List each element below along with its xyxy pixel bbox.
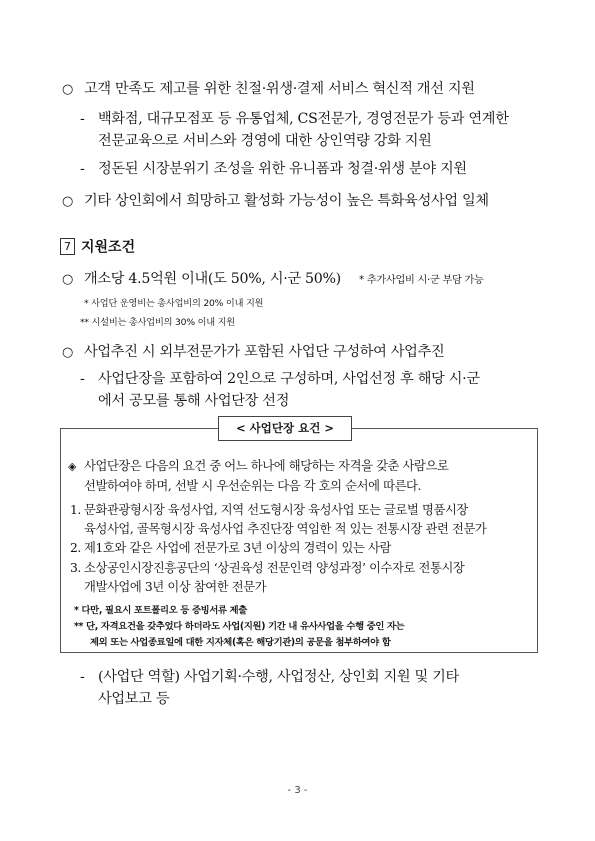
item-number: 2. bbox=[70, 541, 81, 555]
team-item-text: 사업단장을 포함하여 2인으로 구성하며, 사업선정 후 해당 시·군 bbox=[98, 371, 480, 387]
circle-bullet: ○ bbox=[62, 194, 74, 209]
box-note-1: * 다만, 필요시 포트폴리오 등 증빙서류 제출 bbox=[74, 605, 247, 616]
circle-bullet: ○ bbox=[62, 272, 74, 287]
section-number: 7 bbox=[60, 238, 75, 255]
team-item bbox=[80, 368, 480, 388]
dash-bullet: - bbox=[80, 371, 85, 387]
intro-item-2 bbox=[80, 108, 509, 128]
requirement-item-1 bbox=[70, 500, 468, 518]
dash-bullet: - bbox=[80, 669, 85, 685]
page-number: - 3 - bbox=[287, 785, 308, 796]
section-heading bbox=[60, 236, 135, 257]
requirement-text: 제1호와 같은 사업에 전문가로 3년 이상의 경력이 있는 사람 bbox=[84, 541, 391, 555]
intro-item-1 bbox=[62, 78, 475, 98]
item-number: 3. bbox=[70, 561, 81, 575]
dash-bullet: - bbox=[80, 111, 85, 127]
intro-item-3 bbox=[80, 158, 467, 178]
requirements-box-title: < 사업단장 요건 > bbox=[218, 416, 352, 441]
support-limit-note: * 추가사업비 시·군 부담 가능 bbox=[359, 275, 484, 286]
intro-item-text: 백화점, 대규모점포 등 유통업체, CS전문가, 경영전문가 등과 연계한 bbox=[98, 111, 509, 127]
team-item-continued bbox=[98, 390, 289, 410]
requirements-intro-continued: 선발하여야 하며, 선발 시 우선순위는 다음 각 호의 순서에 따른다. bbox=[84, 479, 422, 493]
role-item-continued: 사업보고 등 bbox=[98, 691, 170, 707]
requirement-item-1-continued: 육성사업, 골목형시장 육성사업 추진단장 역임한 적 있는 전통시장 관련 전문가 bbox=[84, 522, 487, 536]
requirements-intro bbox=[68, 456, 448, 474]
intro-item-text: 전문교육으로 서비스와 경영에 대한 상인역량 강화 지원 bbox=[98, 133, 432, 149]
diamond-bullet-icon: ◈ bbox=[68, 460, 77, 473]
intro-item-text: 고객 만족도 제고를 위한 친절·위생·결제 서비스 혁신적 개선 지원 bbox=[84, 81, 475, 97]
intro-item-text: 정돈된 시장분위기 조성을 위한 유니폼과 청결·위생 분야 지원 bbox=[98, 161, 467, 177]
circle-bullet: ○ bbox=[62, 82, 74, 97]
sub-note-1: * 사업단 운영비는 총사업비의 20% 이내 지원 bbox=[84, 298, 264, 309]
role-text: (사업단 역할) 사업기획·수행, 사업정산, 상인회 지원 및 기타 bbox=[98, 669, 459, 685]
dash-bullet: - bbox=[80, 161, 85, 177]
expert-item-text: 사업추진 시 외부전문가가 포함된 사업단 구성하여 사업추진 bbox=[84, 344, 445, 360]
intro-item-2-continued bbox=[98, 130, 432, 150]
box-note-2: ** 단, 자격요건을 갖추었다 하더라도 사업(지원) 기간 내 유사사업을 수행 중인 자는 bbox=[74, 621, 405, 632]
requirements-intro-text: 사업단장은 다음의 요건 중 어느 하나에 해당하는 자격을 갖춘 사람으로 bbox=[84, 459, 449, 473]
section-title: 지원조건 bbox=[81, 239, 136, 256]
role-item bbox=[80, 666, 459, 686]
expert-item bbox=[62, 341, 444, 361]
requirement-text: 소상공인시장진흥공단의 ‘상권육성 전문인력 양성과정’ 이수자로 전통시장 bbox=[84, 561, 465, 575]
requirement-item-3-continued: 개발사업에 3년 이상 참여한 전문가 bbox=[84, 580, 267, 594]
intro-item-text: 기타 상인회에서 희망하고 활성화 가능성이 높은 특화육성사업 일체 bbox=[84, 193, 489, 209]
support-limit bbox=[62, 268, 484, 288]
intro-item-4 bbox=[62, 190, 489, 210]
requirement-item-2 bbox=[70, 538, 391, 556]
circle-bullet: ○ bbox=[62, 345, 74, 360]
support-limit-text: 개소당 4.5억원 이내(도 50%, 시·군 50%) bbox=[84, 271, 341, 287]
team-item-text: 에서 공모를 통해 사업단장 선정 bbox=[98, 393, 290, 409]
box-note-2-continued: 제외 또는 사업종료일에 대한 지자체(혹은 해당기관)의 공문을 첨부하여야 함 bbox=[90, 637, 391, 648]
requirement-text: 문화관광형시장 육성사업, 지역 선도형시장 육성사업 또는 글로벌 명품시장 bbox=[84, 503, 468, 517]
item-number: 1. bbox=[70, 503, 81, 517]
sub-note-2: ** 시설비는 총사업비의 30% 이내 지원 bbox=[80, 317, 235, 328]
requirement-item-3 bbox=[70, 558, 464, 576]
